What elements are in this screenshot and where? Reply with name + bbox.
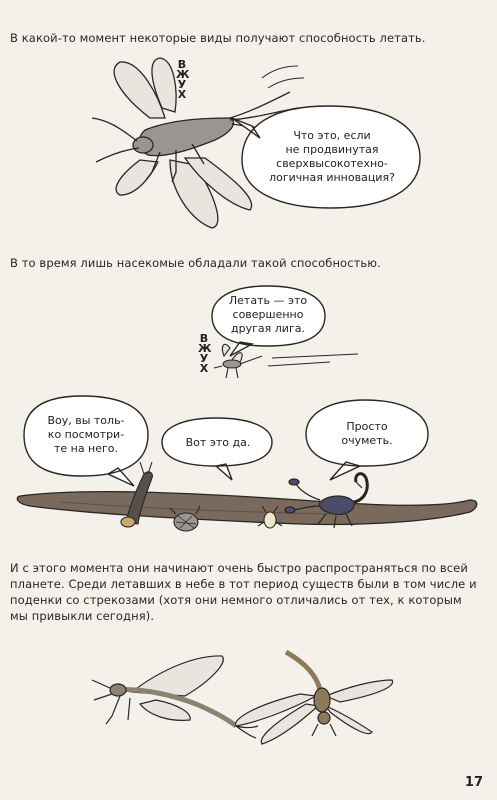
bubble-1-text: Что это, если не продвинутая сверхвысокотехно- логичная инновация? — [269, 129, 395, 184]
paragraph-1: В какой-то момент некоторые виды получают способность летать. — [10, 31, 426, 45]
paragraph-3: И с этого момента они начинают очень быстро распространяться по всей планете. Среди летавших в небе в тот период существ были в том числе и поденки со стрекозами (хотя они немного отличались от тех, к которым мы привыкли сегодня). — [10, 561, 477, 623]
bubble-5-text: Просто очуметь. — [341, 420, 393, 447]
bubble-2-text: Летать — это совершенно другая лига. — [228, 294, 308, 335]
sfx-vzhukh-2: В Ж У Х — [198, 332, 212, 375]
mayfly — [92, 656, 258, 738]
bubble-4-text: Вот это да. — [185, 436, 251, 449]
tree-branch — [17, 492, 477, 525]
sfx-vzhukh-1: В Ж У Х — [176, 58, 190, 101]
dragonfly — [236, 652, 393, 744]
paragraph-2: В то время лишь насекомые обладали такой способностью. — [10, 256, 381, 270]
page-number: 17 — [464, 775, 483, 790]
bubble-3-text: Воу, вы толь- ко посмотри- те на него. — [47, 414, 125, 455]
